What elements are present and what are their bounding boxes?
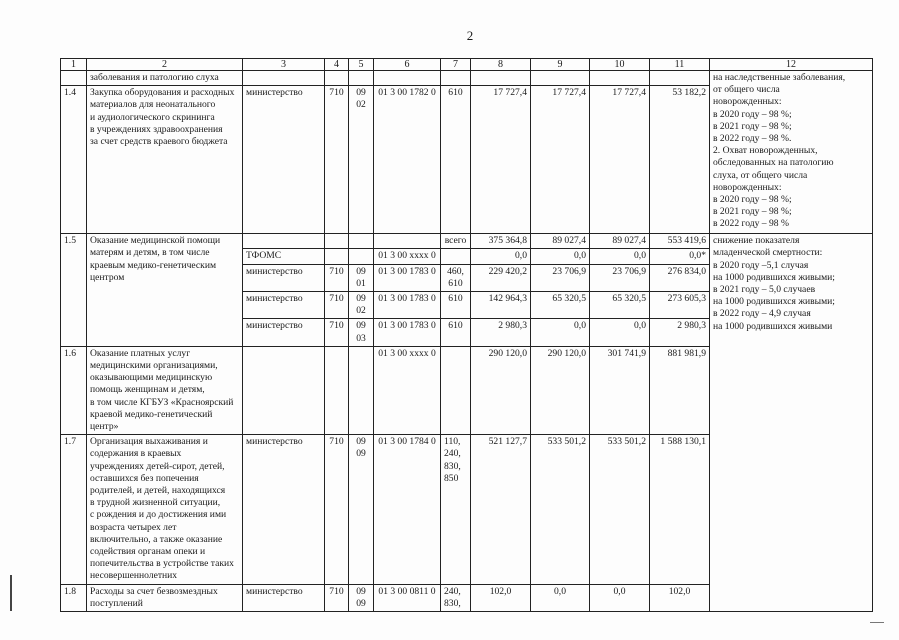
- col-header: 4: [325, 59, 349, 71]
- amount-2022: 0,0: [590, 249, 650, 264]
- grbs-code: 710: [325, 319, 349, 346]
- amount-total: 276 834,0: [650, 264, 710, 291]
- csr-code: 01 3 00 xxxx 0: [374, 249, 441, 264]
- csr-code: [374, 234, 441, 249]
- amount-total: 881 981,9: [650, 346, 710, 434]
- amount-2020: 142 964,3: [471, 292, 531, 319]
- executor: [243, 346, 325, 434]
- col-header: 7: [441, 59, 471, 71]
- csr-code: 01 3 00 1783 0: [374, 319, 441, 346]
- executor: министерство: [243, 264, 325, 291]
- vr-code: 460, 610: [441, 264, 471, 291]
- executor: министерство: [243, 435, 325, 584]
- vr-code: 110, 240, 830, 850: [441, 435, 471, 584]
- amount-2020: 17 727,4: [471, 86, 531, 234]
- col-header: 10: [590, 59, 650, 71]
- col-header: 1: [61, 59, 87, 71]
- page-number: 2: [466, 28, 474, 43]
- grbs-code: [325, 234, 349, 249]
- amount-total: 1 588 130,1: [650, 435, 710, 584]
- col-header: 5: [349, 59, 374, 71]
- executor: министерство: [243, 86, 325, 234]
- executor: министерство: [243, 292, 325, 319]
- amount-2022: 533 501,2: [590, 435, 650, 584]
- row-number: 1.6: [61, 346, 87, 434]
- amount-2021: 290 120,0: [531, 346, 590, 434]
- amount-2021: 89 027,4: [531, 234, 590, 249]
- col-header: 12: [710, 59, 873, 71]
- col-header: 8: [471, 59, 531, 71]
- table-row: [61, 234, 873, 249]
- measure-name: Оказание платных услуг медицинскими организациями, оказывающими медицинскую помощь женщинам и детям, в том числе КГБУЗ «Красноярский краевой медико-генетический центр»: [87, 346, 243, 434]
- vr-code: 610: [441, 86, 471, 234]
- col-header: 3: [243, 59, 325, 71]
- scan-artifact-line: [10, 575, 12, 611]
- amount-2022: 23 706,9: [590, 264, 650, 291]
- amount-total: 2 980,3: [650, 319, 710, 346]
- result-cell: снижение показателя младенческой смертности: в 2020 году –5,1 случая на 1000 родившихся живыми; в 2021 году – 5,0 случаев на 1000 родившихся живыми; в 2022 году – 4,9 случая на 1000 родившихся живыми: [710, 234, 873, 612]
- amount-total: 102,0: [650, 584, 710, 611]
- executor: министерство: [243, 584, 325, 611]
- rzpr-code: [349, 346, 374, 434]
- amount-2020: 0,0: [471, 249, 531, 264]
- amount-2020: 2 980,3: [471, 319, 531, 346]
- amount-2022: 65 320,5: [590, 292, 650, 319]
- rzpr-code: 09 01: [349, 264, 374, 291]
- col-header: 9: [531, 59, 590, 71]
- row-number: 1.4: [61, 86, 87, 234]
- program-measures-table: [60, 58, 873, 612]
- row-number: 1.5: [61, 234, 87, 347]
- amount-2020: 521 127,7: [471, 435, 531, 584]
- col-header: 11: [650, 59, 710, 71]
- csr-code: 01 3 00 1782 0: [374, 86, 441, 234]
- measure-name: Расходы за счет безвозмездных поступлений: [87, 584, 243, 611]
- csr-code: 01 3 00 1783 0: [374, 264, 441, 291]
- executor: [243, 234, 325, 249]
- executor: министерство: [243, 319, 325, 346]
- csr-code: 01 3 00 1784 0: [374, 435, 441, 584]
- rzpr-code: [349, 234, 374, 249]
- row-number: 1.7: [61, 435, 87, 584]
- rzpr-code: 09 02: [349, 86, 374, 234]
- col-header: 6: [374, 59, 441, 71]
- amount-2022: 0,0: [590, 319, 650, 346]
- vr-code: 240, 830,: [441, 584, 471, 611]
- amount-2022: 89 027,4: [590, 234, 650, 249]
- rzpr-code: 09 03: [349, 319, 374, 346]
- grbs-code: 710: [325, 86, 349, 234]
- vr-code: [441, 249, 471, 264]
- rzpr-code: 09 09: [349, 584, 374, 611]
- grbs-code: 710: [325, 264, 349, 291]
- column-numbers-row: [61, 59, 873, 71]
- amount-2020: 102,0: [471, 584, 531, 611]
- executor: ТФОМС: [243, 249, 325, 264]
- vr-code: всего: [441, 234, 471, 249]
- rzpr-code: 09 02: [349, 292, 374, 319]
- grbs-code: 710: [325, 292, 349, 319]
- amount-2021: 17 727,4: [531, 86, 590, 234]
- col-header: 2: [87, 59, 243, 71]
- grbs-code: 710: [325, 435, 349, 584]
- grbs-code: [325, 346, 349, 434]
- amount-total: 0,0*: [650, 249, 710, 264]
- table-row: [61, 71, 873, 86]
- measure-name: Закупка оборудования и расходных материалов для неонатального и аудиологического скрининга в учреждениях здравоохранения за счет средств краевого бюджета: [87, 86, 243, 234]
- amount-2021: 533 501,2: [531, 435, 590, 584]
- amount-2021: 23 706,9: [531, 264, 590, 291]
- result-cell: на наследственные заболевания, от общего числа новорожденных: в 2020 году – 98 %; в 2021 году – 98 %; в 2022 году – 98 %. 2. Охват новорожденных, обследованных на патологию слуха, от общего числа новорожденных: в 2020 году – 98 %; в 2021 году – 98 %; в 2022 году – 98 %: [710, 71, 873, 234]
- vr-code: 610: [441, 292, 471, 319]
- scan-artifact-dash: [870, 622, 884, 623]
- amount-2020: 375 364,8: [471, 234, 531, 249]
- grbs-code: 710: [325, 584, 349, 611]
- amount-2022: 0,0: [590, 584, 650, 611]
- vr-code: 610: [441, 319, 471, 346]
- measure-name: Организация выхаживания и содержания в краевых учреждениях детей-сирот, детей, оставшихся без попечения родителей, и детей, находящихся в трудной жизненной ситуации, с рождения и до достижения ими возраста четырех лет включительно, а также оказание содействия органам опеки и попечительства в устройстве таких несовершеннолетних: [87, 435, 243, 584]
- amount-total: 553 419,6: [650, 234, 710, 249]
- csr-code: 01 3 00 xxxx 0: [374, 346, 441, 434]
- rzpr-code: 09 09: [349, 435, 374, 584]
- rzpr-code: [349, 249, 374, 264]
- amount-2020: 290 120,0: [471, 346, 531, 434]
- amount-2021: 0,0: [531, 319, 590, 346]
- csr-code: 01 3 00 1783 0: [374, 292, 441, 319]
- amount-2021: 65 320,5: [531, 292, 590, 319]
- amount-2022: 301 741,9: [590, 346, 650, 434]
- amount-2021: 0,0: [531, 249, 590, 264]
- amount-total: 273 605,3: [650, 292, 710, 319]
- amount-2022: 17 727,4: [590, 86, 650, 234]
- amount-total: 53 182,2: [650, 86, 710, 234]
- vr-code: [441, 346, 471, 434]
- measure-name: заболевания и патологию слуха: [87, 71, 243, 86]
- amount-2020: 229 420,2: [471, 264, 531, 291]
- measure-name: Оказание медицинской помощи матерям и детям, в том числе краевым медико-генетическим центром: [87, 234, 243, 347]
- csr-code: 01 3 00 0811 0: [374, 584, 441, 611]
- grbs-code: [325, 249, 349, 264]
- row-number: 1.8: [61, 584, 87, 611]
- amount-2021: 0,0: [531, 584, 590, 611]
